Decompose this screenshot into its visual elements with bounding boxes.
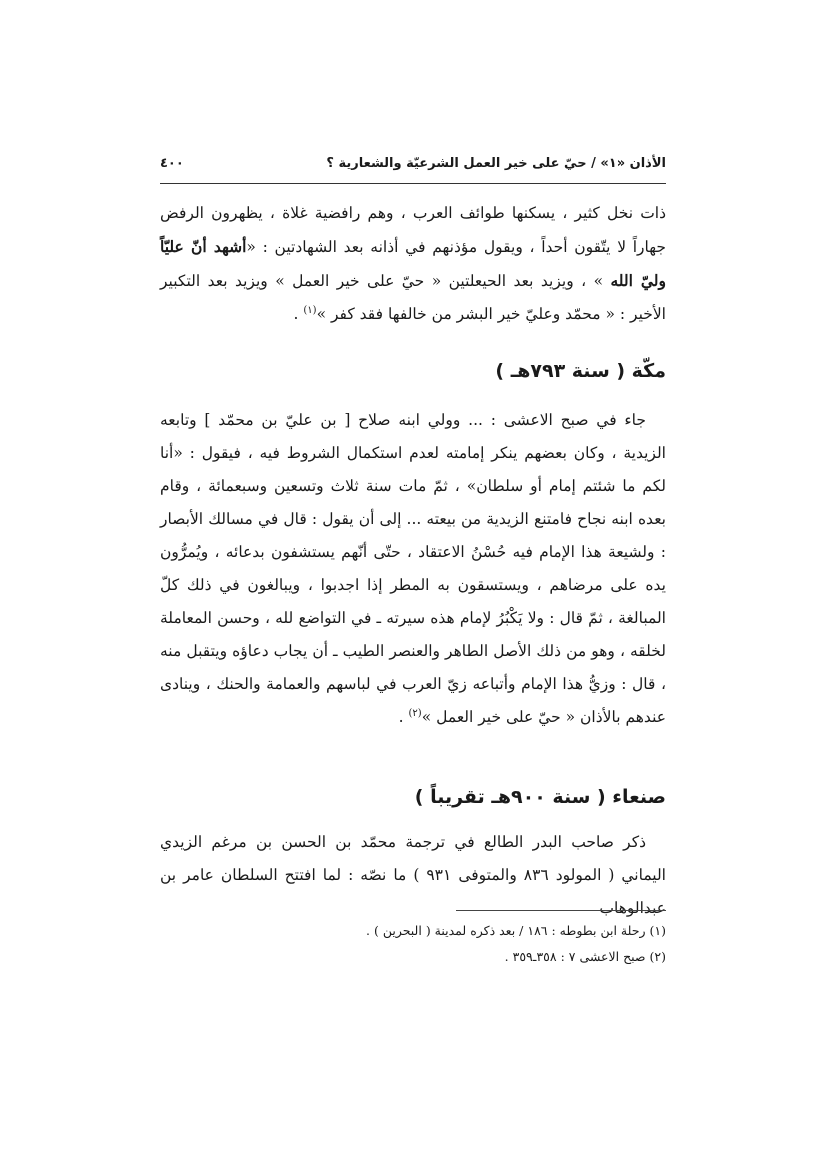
header-rule (160, 183, 666, 184)
intro-paragraph (160, 197, 666, 331)
makkah-block (160, 404, 666, 734)
running-header (160, 152, 666, 176)
footnotes (160, 918, 666, 970)
section-heading-sanaa: صنعاء ( سنة ٩٠٠هـ تقريباً ) (414, 786, 666, 808)
footnote-rule (456, 910, 666, 911)
footnote-ref-1: (١) (303, 304, 317, 316)
running-title: الأذان «١» / حيّ على خير العمل الشرعيّة والشعارية ؟ (326, 156, 666, 171)
intro-text-b: » ، ويزيد بعد الحيعلتين « حيّ على خير العمل » ويزيد بعد التكبير الأخير : « محمّد وعليّ خير البشر من خالفها فقد كفر » (160, 272, 666, 323)
section-heading-makkah: مكّة ( سنة ٧٩٣هـ ) (495, 360, 666, 382)
footnote-ref-2: (٢) (408, 707, 422, 719)
intro-bold-phrase: أشهد أنّ عليّاً وليّ الله (160, 237, 666, 290)
sanaa-text: ذكر صاحب البدر الطالع في ترجمة محمّد بن الحسن بن مرغم الزيدي اليماني ( المولود ٨٣٦ والمتوفى ٩٣١ ) ما نصّه : لما افتتح السلطان عامر بن عبدالوهاب (160, 833, 666, 917)
intro-text-a: ذات نخل كثير ، يسكنها طوائف العرب ، وهم رافضية غلاة ، يظهرون الرفض جهاراً لا يتّقون أحداً ، ويقول مؤذنهم في أذانه بعد الشهادتين : « (160, 204, 666, 256)
makkah-text: جاء في صبح الاعشى : ... وولي ابنه صلاح [ بن عليّ بن محمّد ] وتابعه الزيدية ، وكان بعضهم ينكر إمامته لعدم استكمال الشروط فيه ، فيقول : «أنا لكم ما شئتم إمام أو سلطان» ، ثمّ مات سنة ثلاث وتسعين وسبعمائة ، وقام بعده ابنه نجاح فامتنع الزيدية من بيعته ... إلى أن يقول : قال في مسالك الأبصار : ولشيعة هذا الإمام فيه حُسْنُ الاعتقاد ، حتّى أنّهم يستشفون بدعائه ، ويُمرُّون يده على مرضاهم ، ويستسقون به المطر إذا اجدبوا ، ويبالغون في ذلك كلّ المبالغة ، ثمّ قال : ولا يَكْبُرُ لإمام هذه سيرته ـ في التواضع لله ، وحسن المعاملة لخلقه ، وهو من ذلك الأصل الطاهر والعنصر الطيب ـ أن يجاب دعاؤه ويتقبل منه ، قال : وزيُّ هذا الإمام وأتباعه زيّ العرب في لباسهم والعمامة والحنك ، وينادى عندهم بالأذان « حيّ على خير العمل » (160, 411, 666, 726)
footnote-2: (٢) صبح الاعشى ٧ : ٣٥٨ـ٣٥٩ . (504, 949, 666, 964)
makkah-paragraph (160, 404, 666, 734)
makkah-text-end: . (398, 708, 409, 726)
intro-text-end: . (293, 305, 304, 323)
intro-block (160, 197, 666, 331)
footnote-1: (١) رحلة ابن بطوطه : ١٨٦ / بعد ذكره لمدينة ( البحرين ) . (366, 923, 666, 938)
page-number: ٤٠٠ (160, 156, 184, 171)
